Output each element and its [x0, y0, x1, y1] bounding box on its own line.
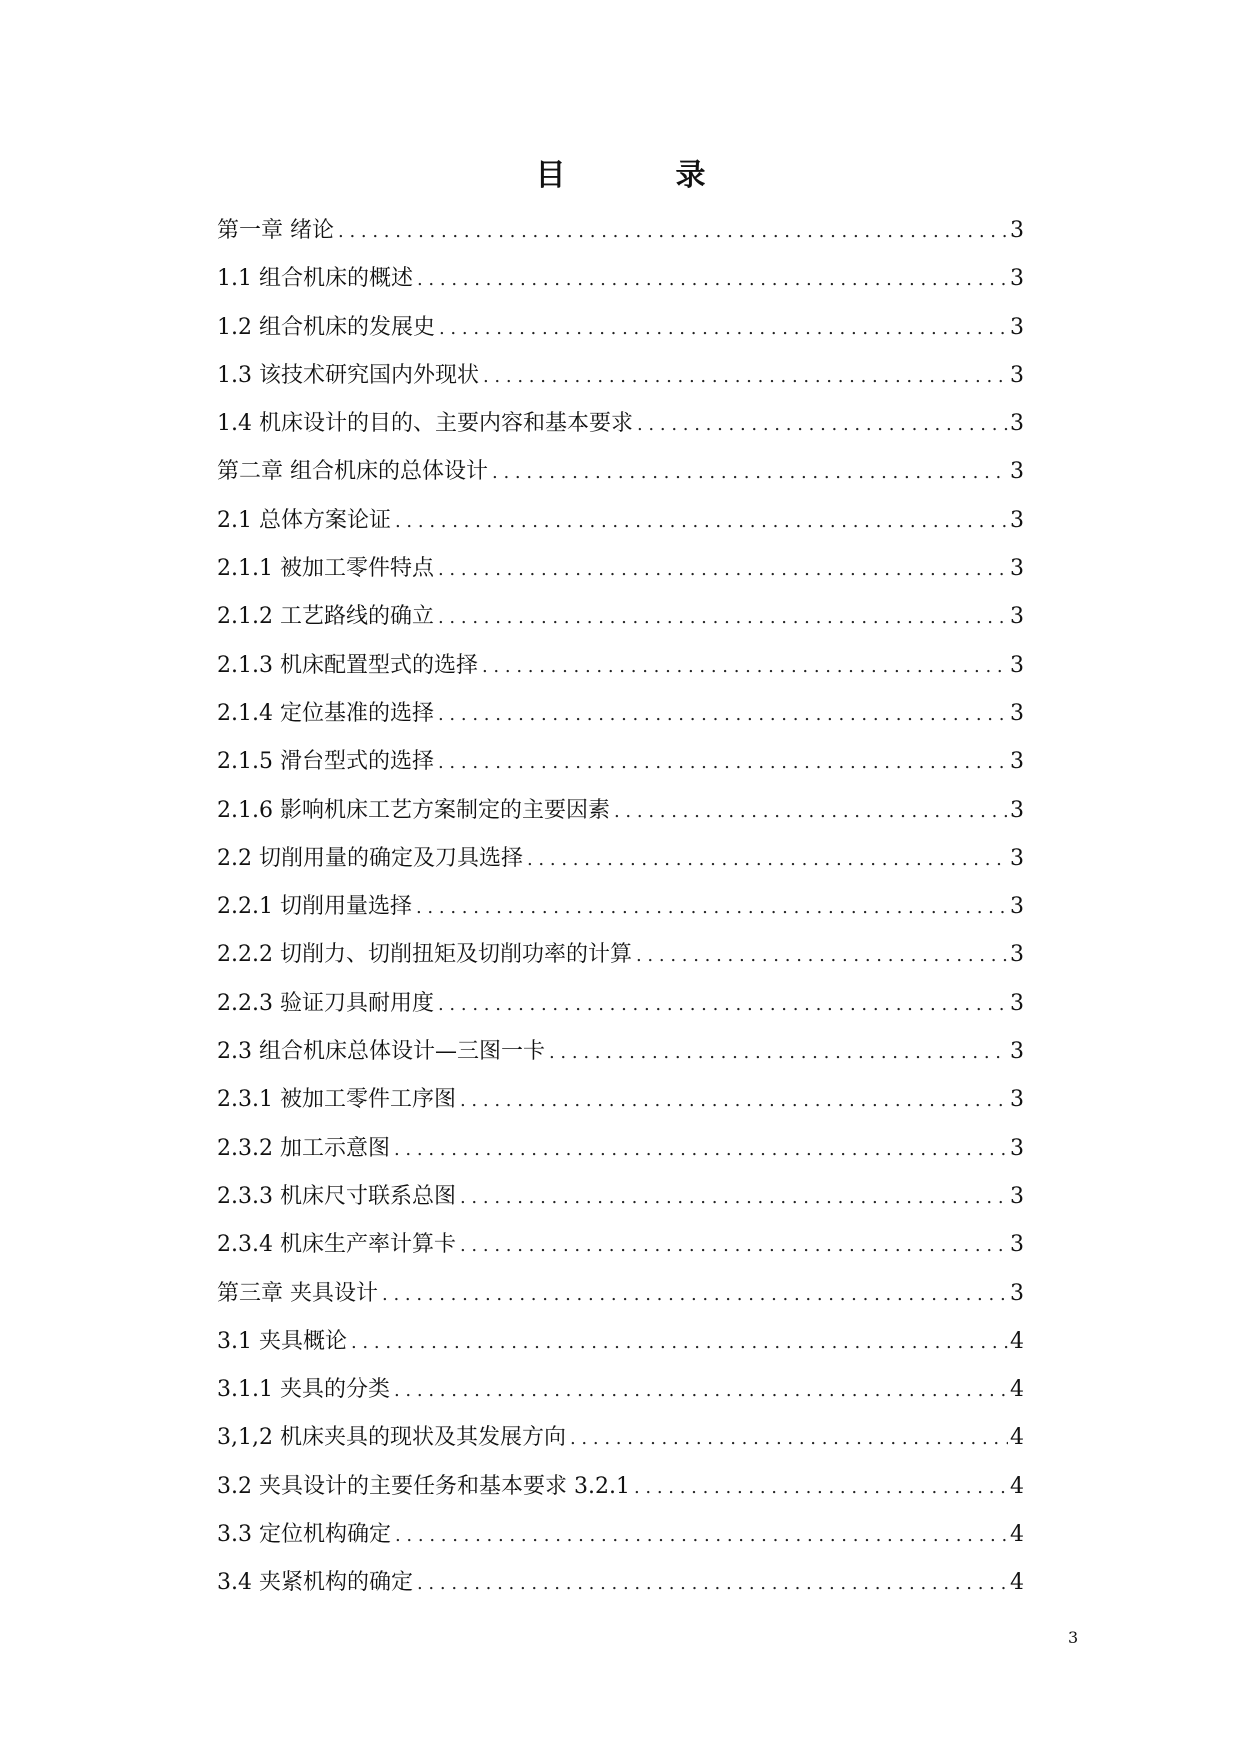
toc-entry[interactable]	[217, 207, 1024, 255]
toc-entry-page: 3	[1010, 1232, 1024, 1258]
toc-entry[interactable]	[217, 1125, 1024, 1173]
toc-entry[interactable]	[217, 690, 1024, 738]
toc-entry-label: 2.1 总体方案论证	[217, 507, 391, 533]
toc-entry[interactable]	[217, 738, 1024, 786]
toc-entry-page: 3	[1010, 894, 1024, 920]
table-of-contents	[217, 207, 1024, 1608]
toc-dot-leader	[527, 836, 1008, 883]
toc-entry-label: 2.2.1 切削用量选择	[217, 894, 412, 920]
toc-entry[interactable]	[217, 1173, 1024, 1221]
toc-dot-leader	[395, 498, 1008, 545]
toc-dot-leader	[416, 884, 1008, 931]
toc-dot-leader	[351, 1319, 1008, 1366]
toc-entry-page: 3	[1010, 218, 1024, 243]
toc-dot-leader	[417, 1560, 1008, 1607]
toc-entry-page: 3	[1010, 990, 1024, 1016]
toc-entry[interactable]	[217, 593, 1024, 641]
toc-entry-label: 3.1 夹具概论	[217, 1328, 347, 1354]
toc-entry[interactable]	[217, 1221, 1024, 1269]
toc-entry-label: 3.2 夹具设计的主要任务和基本要求 3.2.1	[217, 1473, 630, 1499]
title-char-2: 录	[675, 158, 706, 193]
toc-dot-leader	[483, 353, 1008, 400]
toc-entry[interactable]	[217, 883, 1024, 931]
toc-dot-leader	[395, 1512, 1008, 1559]
toc-entry-page: 3	[1010, 411, 1024, 437]
toc-entry-label: 第一章 绪论	[217, 218, 334, 243]
toc-entry-page: 3	[1010, 652, 1024, 678]
toc-entry-page: 3	[1010, 749, 1024, 775]
toc-entry-page: 3	[1010, 266, 1024, 292]
toc-entry-label: 2.2.2 切削力、切削扭矩及切削功率的计算	[217, 942, 632, 968]
toc-entry-page: 3	[1010, 942, 1024, 968]
toc-entry-label: 2.1.2 工艺路线的确立	[217, 604, 434, 630]
toc-entry-label: 2.1.4 定位基准的选择	[217, 700, 434, 726]
toc-entry-label: 2.3.1 被加工零件工序图	[217, 1087, 456, 1113]
toc-dot-leader	[614, 788, 1008, 835]
toc-entry[interactable]	[217, 448, 1024, 496]
toc-dot-leader	[549, 1029, 1008, 1076]
toc-entry[interactable]	[217, 1028, 1024, 1076]
toc-entry-label: 2.1.6 影响机床工艺方案制定的主要因素	[217, 797, 610, 823]
toc-entry[interactable]	[217, 255, 1024, 303]
toc-entry[interactable]	[217, 1463, 1024, 1511]
toc-dot-leader	[636, 932, 1008, 979]
toc-entry-label: 1.1 组合机床的概述	[217, 266, 413, 292]
toc-dot-leader	[338, 208, 1008, 255]
toc-entry-label: 2.2 切削用量的确定及刀具选择	[217, 845, 523, 871]
toc-dot-leader	[438, 546, 1008, 593]
toc-entry-page: 3	[1010, 314, 1024, 340]
toc-entry[interactable]	[217, 787, 1024, 835]
toc-entry-page: 3	[1010, 1183, 1024, 1209]
toc-entry[interactable]	[217, 1318, 1024, 1366]
toc-entry[interactable]	[217, 545, 1024, 593]
toc-entry-page: 3	[1010, 1280, 1024, 1306]
toc-dot-leader	[570, 1415, 1008, 1462]
toc-entry-page: 4	[1010, 1473, 1024, 1499]
toc-entry-page: 3	[1010, 1087, 1024, 1113]
toc-entry[interactable]	[217, 1559, 1024, 1607]
toc-entry-page: 3	[1010, 700, 1024, 726]
toc-entry-label: 2.3 组合机床总体设计—三图一卡	[217, 1039, 545, 1065]
toc-dot-leader	[438, 594, 1008, 641]
toc-entry-page: 3	[1010, 459, 1024, 485]
toc-entry-label: 3,1,2 机床夹具的现状及其发展方向	[217, 1425, 566, 1451]
page-number: 3	[1068, 1628, 1079, 1647]
toc-entry-page: 3	[1010, 604, 1024, 630]
toc-dot-leader	[460, 1077, 1008, 1124]
toc-entry-page: 3	[1010, 556, 1024, 582]
toc-entry[interactable]	[217, 642, 1024, 690]
toc-entry-label: 第三章 夹具设计	[217, 1280, 378, 1306]
toc-entry-page: 3	[1010, 1039, 1024, 1065]
page-title	[0, 150, 1241, 194]
toc-entry-label: 2.3.3 机床尺寸联系总图	[217, 1183, 456, 1209]
toc-dot-leader	[439, 305, 1008, 352]
toc-entry-page: 4	[1010, 1570, 1024, 1596]
toc-dot-leader	[460, 1174, 1008, 1221]
toc-dot-leader	[417, 256, 1008, 303]
toc-dot-leader	[492, 449, 1008, 496]
toc-entry[interactable]	[217, 931, 1024, 979]
toc-entry[interactable]	[217, 1414, 1024, 1462]
toc-entry-label: 1.4 机床设计的目的、主要内容和基本要求	[217, 411, 633, 437]
toc-dot-leader	[438, 981, 1008, 1028]
toc-entry[interactable]	[217, 1270, 1024, 1318]
toc-entry-label: 2.2.3 验证刀具耐用度	[217, 990, 434, 1016]
toc-entry-label: 3.4 夹紧机构的确定	[217, 1570, 413, 1596]
toc-dot-leader	[438, 739, 1008, 786]
toc-entry[interactable]	[217, 1366, 1024, 1414]
toc-entry-label: 2.1.3 机床配置型式的选择	[217, 652, 478, 678]
toc-entry-label: 2.1.1 被加工零件特点	[217, 556, 434, 582]
toc-entry-page: 3	[1010, 797, 1024, 823]
toc-entry-page: 3	[1010, 507, 1024, 533]
toc-entry[interactable]	[217, 304, 1024, 352]
toc-entry-page: 3	[1010, 845, 1024, 871]
toc-entry-label: 2.3.4 机床生产率计算卡	[217, 1232, 456, 1258]
toc-entry-label: 1.3 该技术研究国内外现状	[217, 362, 479, 388]
toc-entry-page: 4	[1010, 1377, 1024, 1403]
toc-entry-page: 3	[1010, 362, 1024, 388]
toc-entry[interactable]	[217, 980, 1024, 1028]
toc-dot-leader	[394, 1367, 1008, 1414]
toc-dot-leader	[637, 401, 1008, 448]
toc-entry[interactable]	[217, 835, 1024, 883]
toc-entry-page: 4	[1010, 1328, 1024, 1354]
toc-entry[interactable]	[217, 497, 1024, 545]
toc-dot-leader	[460, 1222, 1008, 1269]
toc-dot-leader	[482, 643, 1008, 690]
toc-entry[interactable]	[217, 1076, 1024, 1124]
toc-entry[interactable]	[217, 1511, 1024, 1559]
toc-dot-leader	[438, 691, 1008, 738]
toc-dot-leader	[394, 1126, 1008, 1173]
toc-entry-label: 3.3 定位机构确定	[217, 1522, 391, 1548]
toc-entry-label: 3.1.1 夹具的分类	[217, 1377, 390, 1403]
toc-entry-page: 4	[1010, 1425, 1024, 1451]
toc-entry-page: 3	[1010, 1135, 1024, 1161]
toc-entry-label: 2.3.2 加工示意图	[217, 1135, 390, 1161]
toc-dot-leader	[634, 1464, 1008, 1511]
toc-entry-page: 4	[1010, 1522, 1024, 1548]
toc-dot-leader	[382, 1271, 1008, 1318]
toc-entry[interactable]	[217, 400, 1024, 448]
title-char-1: 目	[535, 158, 566, 193]
toc-entry-label: 2.1.5 滑台型式的选择	[217, 749, 434, 775]
toc-entry[interactable]	[217, 352, 1024, 400]
toc-entry-label: 1.2 组合机床的发展史	[217, 314, 435, 340]
toc-entry-label: 第二章 组合机床的总体设计	[217, 459, 488, 485]
